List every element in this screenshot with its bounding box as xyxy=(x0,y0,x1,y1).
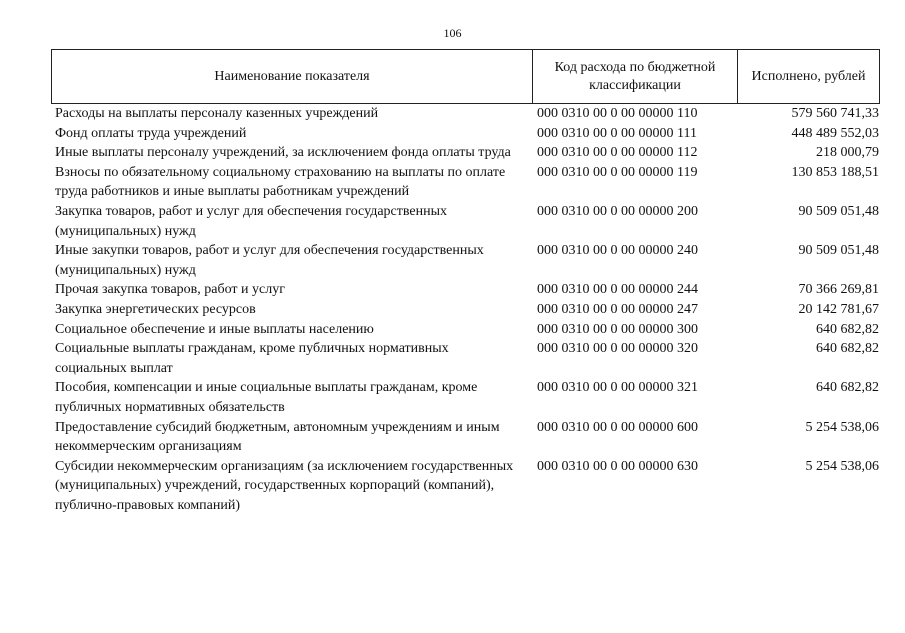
row-code: 000 0310 00 0 00 00000 320 xyxy=(537,341,698,357)
row-executed: 20 142 781,67 xyxy=(798,301,879,317)
row-executed: 448 489 552,03 xyxy=(791,125,879,141)
table-row xyxy=(55,124,881,144)
row-name: Фонд оплаты труда учреждений xyxy=(55,125,247,141)
table-row xyxy=(55,280,881,300)
row-executed: 130 853 188,51 xyxy=(791,164,879,180)
header-executed: Исполнено, рублей xyxy=(751,68,866,84)
table-row xyxy=(55,378,881,417)
row-name: Иные закупки товаров, работ и услуг для обеспечения государственных (муниципальных) нужд xyxy=(55,243,484,278)
row-executed: 5 254 538,06 xyxy=(805,419,879,435)
row-name: Субсидии некоммерческим организациям (за исключением государственных (муниципальных) учреждений, государственных корпораций (компаний), публично-правовых компаний) xyxy=(55,458,514,513)
table-row xyxy=(55,163,881,202)
row-executed: 640 682,82 xyxy=(816,380,879,396)
row-name: Социальные выплаты гражданам, кроме публичных нормативных социальных выплат xyxy=(55,341,449,376)
row-code: 000 0310 00 0 00 00000 112 xyxy=(537,145,698,161)
row-name: Закупка товаров, работ и услуг для обеспечения государственных (муниципальных) нужд xyxy=(55,203,448,239)
row-name: Прочая закупка товаров, работ и услуг xyxy=(55,282,285,298)
row-name: Иные выплаты персоналу учреждений, за исключением фонда оплаты труда xyxy=(55,145,511,161)
row-executed: 640 682,82 xyxy=(816,341,879,357)
table-row xyxy=(55,300,881,320)
table-row xyxy=(55,457,881,516)
row-executed: 70 366 269,81 xyxy=(798,282,879,298)
row-code: 000 0310 00 0 00 00000 600 xyxy=(537,419,698,435)
table-row xyxy=(55,143,881,163)
row-code: 000 0310 00 0 00 00000 240 xyxy=(537,243,698,259)
row-executed: 640 682,82 xyxy=(816,321,879,337)
row-code: 000 0310 00 0 00 00000 300 xyxy=(537,321,698,337)
header-code: Код расхода по бюджетной классификации xyxy=(533,50,738,103)
row-executed: 218 000,79 xyxy=(816,145,879,161)
table-row xyxy=(55,241,881,280)
row-name: Пособия, компенсации и иные социальные выплаты гражданам, кроме публичных нормативных обязательств xyxy=(55,380,478,415)
table-row xyxy=(55,320,881,340)
table-row xyxy=(55,202,881,241)
row-code: 000 0310 00 0 00 00000 630 xyxy=(537,458,698,474)
row-executed: 90 509 051,48 xyxy=(798,243,879,259)
row-code: 000 0310 00 0 00 00000 247 xyxy=(537,301,698,317)
table-row xyxy=(55,418,881,457)
row-name: Закупка энергетических ресурсов xyxy=(55,301,256,317)
row-executed: 579 560 741,33 xyxy=(791,106,879,121)
table-row xyxy=(55,104,881,124)
row-executed: 90 509 051,48 xyxy=(798,203,879,219)
row-name: Расходы на выплаты персоналу казенных учреждений xyxy=(55,106,379,121)
table-body xyxy=(55,104,881,515)
row-code: 000 0310 00 0 00 00000 244 xyxy=(537,282,698,298)
row-code: 000 0310 00 0 00 00000 321 xyxy=(537,380,698,396)
row-code: 000 0310 00 0 00 00000 111 xyxy=(537,125,697,141)
page-number: 106 xyxy=(443,26,462,40)
header-name: Наименование показателя xyxy=(52,50,533,103)
row-name: Социальное обеспечение и иные выплаты населению xyxy=(55,321,374,337)
table-header xyxy=(51,49,880,104)
row-name: Предоставление субсидий бюджетным, автономным учреждениям и иным некоммерческим организациям xyxy=(55,419,500,455)
row-code: 000 0310 00 0 00 00000 119 xyxy=(537,164,698,180)
row-executed: 5 254 538,06 xyxy=(805,458,879,474)
row-code: 000 0310 00 0 00 00000 110 xyxy=(537,106,698,121)
row-code: 000 0310 00 0 00 00000 200 xyxy=(537,203,698,219)
row-name: Взносы по обязательному социальному страхованию на выплаты по оплате труда работников и иные выплаты работникам учреждений xyxy=(55,164,506,200)
table-row xyxy=(55,339,881,378)
